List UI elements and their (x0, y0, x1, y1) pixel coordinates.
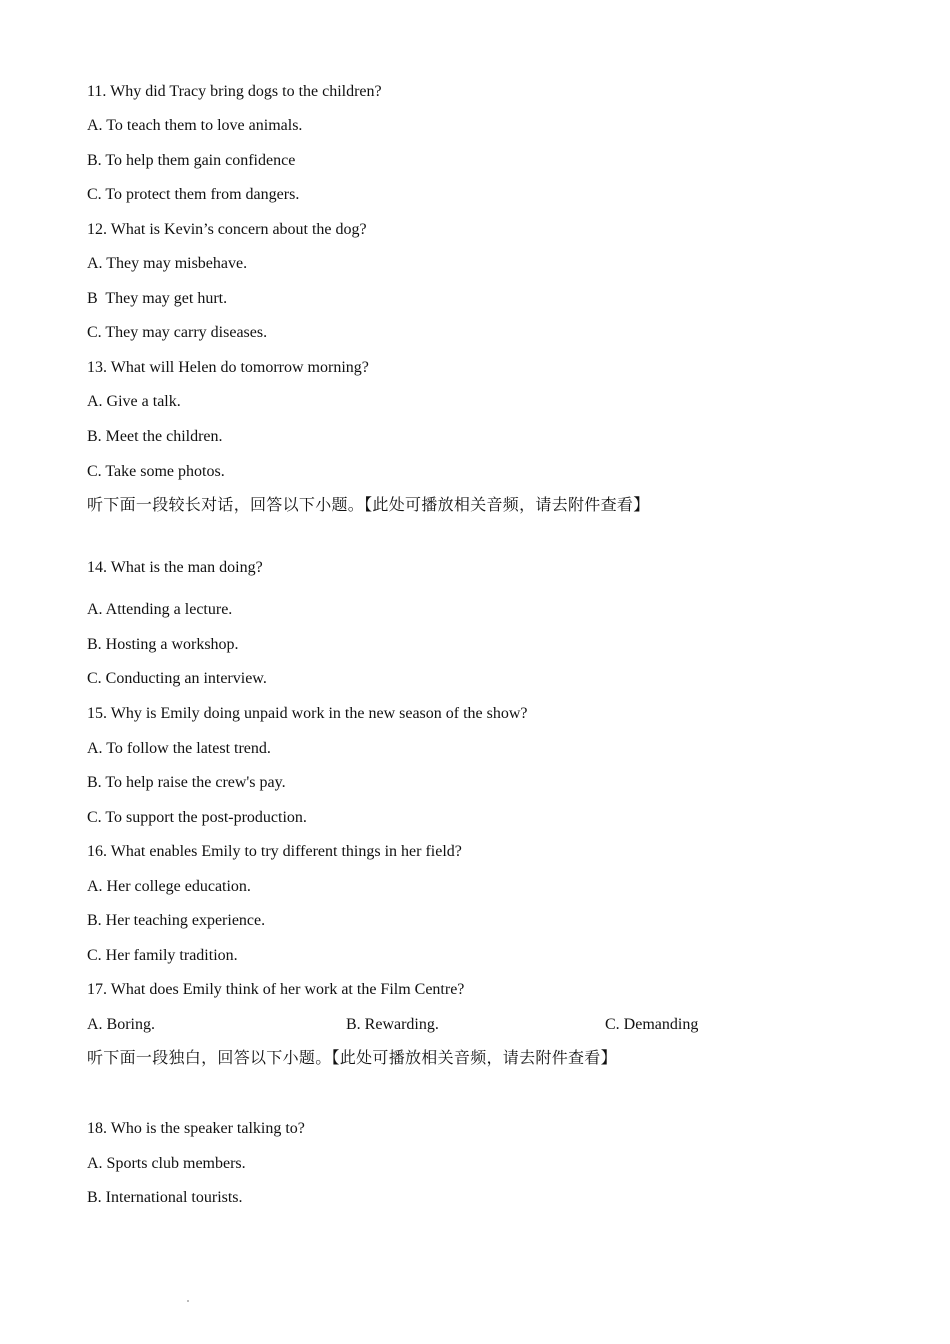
question-11-option-b: B. To help them gain confidence (87, 152, 296, 169)
question-14-text: 14. What is the man doing? (87, 559, 263, 576)
question-15-option-b: B. To help raise the crew's pay. (87, 774, 286, 791)
question-16-option-b: B. Her teaching experience. (87, 912, 266, 929)
question-18-option-b: B. International tourists. (87, 1189, 243, 1206)
question-15-text: 15. Why is Emily doing unpaid work in the new season of the show? (87, 705, 528, 722)
question-13-option-a: A. Give a talk. (87, 393, 181, 410)
page-speck (187, 1300, 189, 1302)
question-12-option-b: B They may get hurt. (87, 290, 228, 307)
section-instruction-monologue: 听下面一段独白，回答以下小题。【此处可播放相关音频，请去附件查看】 (87, 1050, 617, 1067)
question-16-option-a: A. Her college education. (87, 878, 251, 895)
question-14-option-c: C. Conducting an interview. (87, 670, 267, 687)
question-11-text: 11. Why did Tracy bring dogs to the children? (87, 83, 382, 100)
question-13-option-b: B. Meet the children. (87, 428, 223, 445)
question-11-option-a: A. To teach them to love animals. (87, 117, 303, 134)
question-12-option-c: C. They may carry diseases. (87, 324, 268, 341)
question-13-text: 13. What will Helen do tomorrow morning? (87, 359, 369, 376)
question-11-option-c: C. To protect them from dangers. (87, 186, 300, 203)
question-17-option-b: B. Rewarding. (346, 1016, 439, 1033)
section-instruction-dialogue: 听下面一段较长对话，回答以下小题。【此处可播放相关音频，请去附件查看】 (87, 497, 650, 514)
question-15-option-c: C. To support the post-production. (87, 809, 307, 826)
question-12-text: 12. What is Kevin’s concern about the dog? (87, 221, 367, 238)
question-16-option-c: C. Her family tradition. (87, 947, 238, 964)
question-16-text: 16. What enables Emily to try different things in her field? (87, 843, 462, 860)
question-17-text: 17. What does Emily think of her work at the Film Centre? (87, 981, 465, 998)
question-18-text: 18. Who is the speaker talking to? (87, 1120, 305, 1137)
question-14-option-a: A. Attending a lecture. (87, 601, 233, 618)
question-18-option-a: A. Sports club members. (87, 1155, 246, 1172)
question-17-option-c: C. Demanding (605, 1016, 699, 1033)
question-12-option-a: A. They may misbehave. (87, 255, 248, 272)
question-15-option-a: A. To follow the latest trend. (87, 740, 271, 757)
question-17-option-a: A. Boring. (87, 1016, 155, 1033)
question-14-option-b: B. Hosting a workshop. (87, 636, 239, 653)
question-13-option-c: C. Take some photos. (87, 463, 225, 480)
